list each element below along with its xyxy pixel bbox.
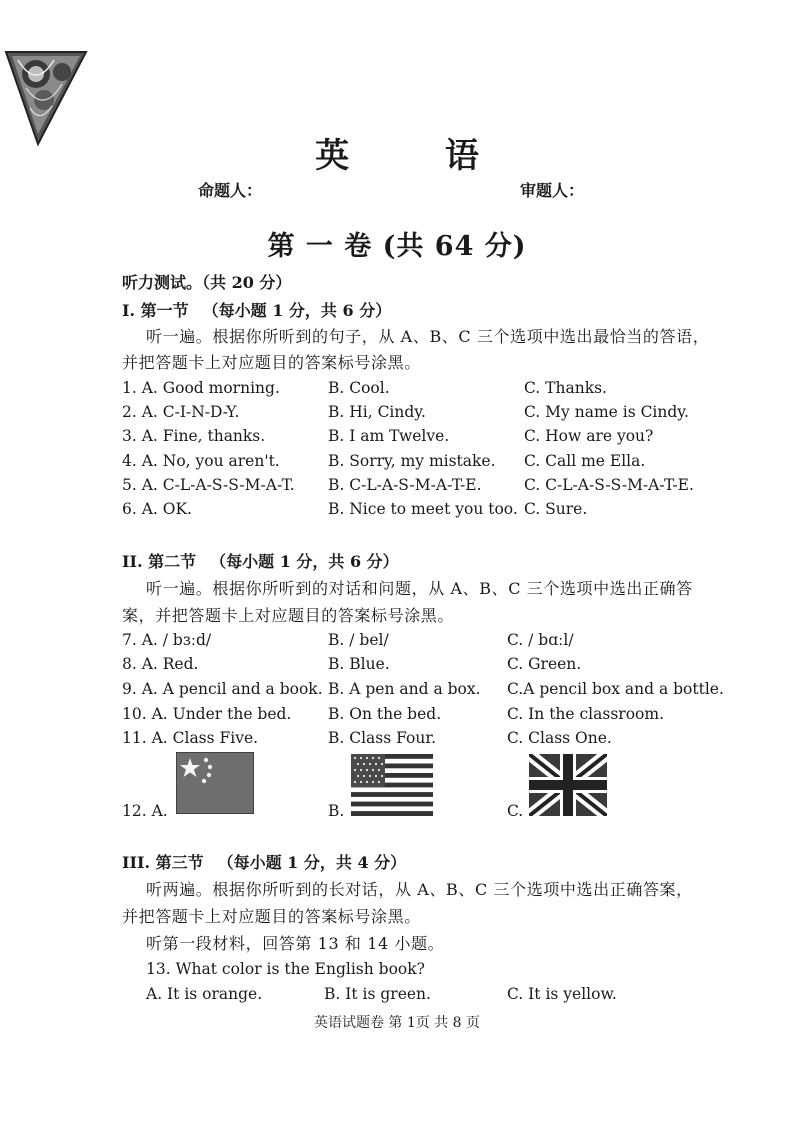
q6-option-b: B. Nice to meet you too.: [328, 500, 518, 518]
q5-option-b: B. C-L-A-S-M-A-T-E.: [328, 476, 482, 494]
q9-option-b: B. A pen and a box.: [328, 680, 481, 698]
q11-option-c: C. Class One.: [507, 729, 612, 747]
q4-option-c: C. Call me Ella.: [524, 452, 646, 470]
q12-option-a: 12. A.: [122, 802, 168, 820]
q13-question: 13. What color is the English book?: [146, 960, 425, 978]
q8-option-a: 8. A. Red.: [122, 655, 199, 673]
part1-instruction-1: 听一遍。根据你所听到的句子，从 A、B、C 三个选项中选出最恰当的答语，: [146, 327, 710, 346]
q6-option-c: C. Sure.: [524, 500, 588, 518]
q13-option-c: C. It is yellow.: [507, 985, 617, 1003]
q13-option-a: A. It is orange.: [146, 985, 263, 1003]
q5-option-a: 5. A. C-L-A-S-S-M-A-T.: [122, 476, 295, 494]
q1-option-b: B. Cool.: [328, 379, 390, 397]
q6-option-a: 6. A. OK.: [122, 500, 192, 518]
q12-option-c: C.: [507, 802, 524, 820]
q7-option-c: C. / bɑːl/: [507, 631, 574, 649]
part2-instruction-2: 案，并把答题卡上对应题目的答案标号涂黑。: [122, 606, 455, 625]
part2-heading: [122, 549, 399, 572]
q12-option-b: B.: [328, 802, 345, 820]
volume-title: 第 一 卷 (共 64 分): [267, 231, 527, 262]
q8-option-b: B. Blue.: [328, 655, 390, 673]
page-title: 英 语: [315, 136, 521, 176]
part3-title: III. 第三节: [122, 853, 204, 872]
q2-option-c: C. My name is Cindy.: [524, 403, 689, 421]
part1-title: I. 第一节: [122, 301, 189, 320]
q3-option-b: B. I am Twelve.: [328, 427, 450, 445]
part1-heading: [122, 298, 391, 321]
part2-title: II. 第二节: [122, 552, 197, 571]
q10-option-c: C. In the classroom.: [507, 705, 664, 723]
author-label: 命题人：: [198, 181, 263, 200]
usa-flag-icon: [351, 754, 433, 816]
q2-option-a: 2. A. C-I-N-D-Y.: [122, 403, 240, 421]
q1-option-a: 1. A. Good morning.: [122, 379, 280, 397]
q2-option-b: B. Hi, Cindy.: [328, 403, 426, 421]
q3-option-c: C. How are you?: [524, 427, 654, 445]
q11-option-b: B. Class Four.: [328, 729, 436, 747]
q13-option-b: B. It is green.: [324, 985, 431, 1003]
reviewer-label: 审题人：: [520, 181, 585, 200]
part3-points: （每小题 1 分，共 4 分）: [217, 853, 407, 872]
part1-points: （每小题 1 分，共 6 分）: [202, 301, 392, 320]
part2-points: （每小题 1 分，共 6 分）: [210, 552, 399, 571]
part2-instruction-1: 听一遍。根据你所听到的对话和问题，从 A、B、C 三个选项中选出正确答: [146, 579, 693, 598]
listening-heading: 听力测试。（共 20 分）: [122, 273, 292, 292]
q3-option-a: 3. A. Fine, thanks.: [122, 427, 266, 445]
q8-option-c: C. Green.: [507, 655, 582, 673]
q11-option-a: 11. A. Class Five.: [122, 729, 259, 747]
q7-option-b: B. / bel/: [328, 631, 389, 649]
q10-option-b: B. On the bed.: [328, 705, 442, 723]
q9-option-a: 9. A. A pencil and a book.: [122, 680, 323, 698]
part3-instruction-2: 并把答题卡上对应题目的答案标号涂黑。: [122, 907, 421, 926]
part3-heading: [122, 850, 406, 873]
q9-option-c: C.A pencil box and a bottle.: [507, 680, 724, 698]
q1-option-c: C. Thanks.: [524, 379, 607, 397]
q5-option-c: C. C-L-A-S-S-M-A-T-E.: [524, 476, 694, 494]
uk-flag-icon: [529, 754, 607, 816]
page-footer: 英语试题卷 第 1页 共 8 页: [313, 1015, 481, 1031]
part1-instruction-2: 并把答题卡上对应题目的答案标号涂黑。: [122, 353, 421, 372]
part3-material-note: 听第一段材料，回答第 13 和 14 小题。: [146, 934, 445, 953]
q7-option-a: 7. A. / bɜːd/: [122, 631, 212, 649]
q10-option-a: 10. A. Under the bed.: [122, 705, 292, 723]
q4-option-b: B. Sorry, my mistake.: [328, 452, 496, 470]
part3-instruction-1: 听两遍。根据你所听到的长对话，从 A、B、C 三个选项中选出正确答案，: [146, 880, 693, 899]
china-flag-icon: [176, 752, 254, 814]
q4-option-a: 4. A. No, you aren't.: [122, 452, 280, 470]
